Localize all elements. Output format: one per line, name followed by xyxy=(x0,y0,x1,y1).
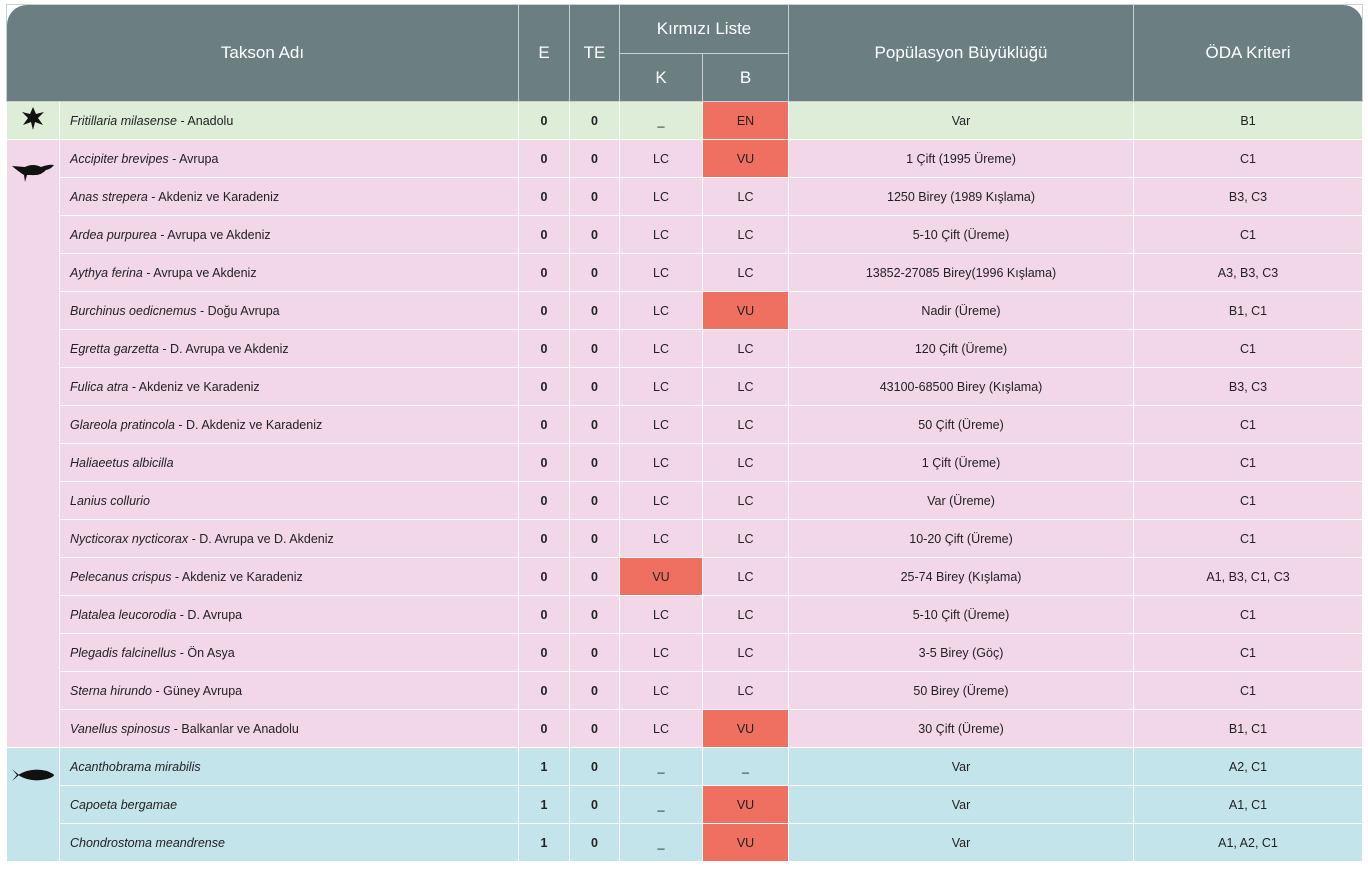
red-list-k-cell: LC xyxy=(620,672,703,710)
red-list-b-cell: LC xyxy=(703,482,789,520)
e-cell: 0 xyxy=(519,254,570,292)
red-list-b-cell: VU xyxy=(703,140,789,178)
table-row xyxy=(7,520,1363,558)
red-list-k-cell: LC xyxy=(620,254,703,292)
oda-criteria-cell: C1 xyxy=(1134,406,1363,444)
taxon-name-cell xyxy=(60,824,519,862)
population-cell: 120 Çift (Üreme) xyxy=(789,330,1134,368)
oda-criteria-cell: C1 xyxy=(1134,634,1363,672)
te-cell: 0 xyxy=(570,748,620,786)
fish-group-cell xyxy=(7,748,60,862)
distribution: - Akdeniz ve Karadeniz xyxy=(147,189,280,204)
table-header xyxy=(7,5,1363,102)
taxon-name-cell xyxy=(60,558,519,596)
scientific-name: Accipiter brevipes xyxy=(70,151,169,166)
red-list-k-cell: _ xyxy=(620,102,703,140)
scientific-name: Lanius collurio xyxy=(70,493,150,508)
scientific-name: Aythya ferina xyxy=(70,265,143,280)
oda-criteria-cell: B3, C3 xyxy=(1134,368,1363,406)
table-row xyxy=(7,368,1363,406)
population-cell: Var xyxy=(789,102,1134,140)
te-cell: 0 xyxy=(570,482,620,520)
table-row xyxy=(7,786,1363,824)
te-cell: 0 xyxy=(570,216,620,254)
e-cell: 1 xyxy=(519,786,570,824)
oda-criteria-cell: A3, B3, C3 xyxy=(1134,254,1363,292)
red-list-b-cell: LC xyxy=(703,558,789,596)
scientific-name: Platalea leucorodia xyxy=(70,607,177,622)
te-cell: 0 xyxy=(570,558,620,596)
distribution: - Anadolu xyxy=(176,113,234,128)
e-cell: 0 xyxy=(519,596,570,634)
red-list-b-cell: VU xyxy=(703,786,789,824)
table-row xyxy=(7,254,1363,292)
table-row xyxy=(7,596,1363,634)
table-row xyxy=(7,634,1363,672)
distribution: - D. Avrupa xyxy=(176,607,243,622)
taxon-name-cell xyxy=(60,102,519,140)
table-row xyxy=(7,330,1363,368)
header-oda-kriteri: ÖDA Kriteri xyxy=(1134,5,1363,102)
red-list-k-cell: LC xyxy=(620,330,703,368)
red-list-b-cell: LC xyxy=(703,596,789,634)
header-e: E xyxy=(519,5,570,102)
population-cell: 50 Çift (Üreme) xyxy=(789,406,1134,444)
population-cell: 1 Çift (1995 Üreme) xyxy=(789,140,1134,178)
oda-criteria-cell: C1 xyxy=(1134,444,1363,482)
bird-group-cell xyxy=(7,140,60,748)
population-cell: 30 Çift (Üreme) xyxy=(789,710,1134,748)
red-list-k-cell: LC xyxy=(620,178,703,216)
header-te: TE xyxy=(570,5,620,102)
oda-criteria-cell: A1, A2, C1 xyxy=(1134,824,1363,862)
table-row xyxy=(7,482,1363,520)
te-cell: 0 xyxy=(570,406,620,444)
red-list-b-cell: VU xyxy=(703,710,789,748)
distribution: - Balkanlar ve Anadolu xyxy=(170,721,299,736)
taxon-name-cell xyxy=(60,140,519,178)
red-list-b-cell: VU xyxy=(703,292,789,330)
red-list-k-cell: LC xyxy=(620,710,703,748)
taxon-name-cell xyxy=(60,444,519,482)
e-cell: 0 xyxy=(519,292,570,330)
population-cell: 5-10 Çift (Üreme) xyxy=(789,596,1134,634)
oda-criteria-cell: C1 xyxy=(1134,140,1363,178)
taxon-name-cell xyxy=(60,178,519,216)
e-cell: 0 xyxy=(519,634,570,672)
table-row xyxy=(7,292,1363,330)
population-cell: Var (Üreme) xyxy=(789,482,1134,520)
e-cell: 0 xyxy=(519,444,570,482)
oda-criteria-cell: C1 xyxy=(1134,216,1363,254)
te-cell: 0 xyxy=(570,254,620,292)
distribution: - Güney Avrupa xyxy=(152,683,243,698)
e-cell: 0 xyxy=(519,406,570,444)
table-row xyxy=(7,216,1363,254)
table-row xyxy=(7,672,1363,710)
distribution: - D. Akdeniz ve Karadeniz xyxy=(174,417,323,432)
red-list-b-cell: LC xyxy=(703,368,789,406)
e-cell: 0 xyxy=(519,520,570,558)
red-list-k-cell: LC xyxy=(620,140,703,178)
oda-criteria-cell: A1, C1 xyxy=(1134,786,1363,824)
header-takson: Takson Adı xyxy=(7,5,519,102)
red-list-k-cell: LC xyxy=(620,482,703,520)
te-cell: 0 xyxy=(570,672,620,710)
te-cell: 0 xyxy=(570,140,620,178)
scientific-name: Fritillaria milasense xyxy=(70,113,177,128)
taxon-name-cell xyxy=(60,330,519,368)
population-cell: 5-10 Çift (Üreme) xyxy=(789,216,1134,254)
red-list-b-cell: LC xyxy=(703,444,789,482)
distribution: - Doğu Avrupa xyxy=(196,303,280,318)
red-list-k-cell: _ xyxy=(620,786,703,824)
scientific-name: Haliaeetus albicilla xyxy=(70,455,174,470)
table-body xyxy=(7,102,1363,862)
te-cell: 0 xyxy=(570,444,620,482)
population-cell: 50 Birey (Üreme) xyxy=(789,672,1134,710)
table-row xyxy=(7,140,1363,178)
distribution: - Avrupa ve Akdeniz xyxy=(156,227,271,242)
te-cell: 0 xyxy=(570,596,620,634)
population-cell: Var xyxy=(789,786,1134,824)
red-list-b-cell: _ xyxy=(703,748,789,786)
oda-criteria-cell: C1 xyxy=(1134,330,1363,368)
red-list-k-cell: LC xyxy=(620,444,703,482)
e-cell: 1 xyxy=(519,824,570,862)
e-cell: 0 xyxy=(519,558,570,596)
distribution: - Akdeniz ve Karadeniz xyxy=(128,379,260,394)
population-cell: 1250 Birey (1989 Kışlama) xyxy=(789,178,1134,216)
distribution: - D. Avrupa ve D. Akdeniz xyxy=(188,531,334,546)
red-list-k-cell: VU xyxy=(620,558,703,596)
taxon-name-cell xyxy=(60,216,519,254)
oda-criteria-cell: C1 xyxy=(1134,672,1363,710)
e-cell: 0 xyxy=(519,710,570,748)
taxon-name-cell xyxy=(60,368,519,406)
te-cell: 0 xyxy=(570,102,620,140)
table-row xyxy=(7,558,1363,596)
red-list-k-cell: LC xyxy=(620,216,703,254)
oda-criteria-cell: B1 xyxy=(1134,102,1363,140)
table-row xyxy=(7,710,1363,748)
population-cell: 13852-27085 Birey(1996 Kışlama) xyxy=(789,254,1134,292)
taxon-name-cell xyxy=(60,292,519,330)
scientific-name: Plegadis falcinellus xyxy=(70,645,177,660)
oda-criteria-cell: A1, B3, C1, C3 xyxy=(1134,558,1363,596)
table-row xyxy=(7,444,1363,482)
scientific-name: Ardea purpurea xyxy=(70,227,157,242)
taxon-name-cell xyxy=(60,596,519,634)
e-cell: 0 xyxy=(519,672,570,710)
scientific-name: Chondrostoma meandrense xyxy=(70,835,225,850)
red-list-b-cell: LC xyxy=(703,330,789,368)
species-table-container xyxy=(6,4,1362,862)
red-list-k-cell: LC xyxy=(620,520,703,558)
te-cell: 0 xyxy=(570,178,620,216)
taxon-name-cell xyxy=(60,254,519,292)
te-cell: 0 xyxy=(570,824,620,862)
taxon-name-cell xyxy=(60,710,519,748)
scientific-name: Fulica atra xyxy=(70,379,129,394)
te-cell: 0 xyxy=(570,368,620,406)
red-list-b-cell: LC xyxy=(703,254,789,292)
e-cell: 1 xyxy=(519,748,570,786)
taxon-name-cell xyxy=(60,482,519,520)
scientific-name: Vanellus spinosus xyxy=(70,721,171,736)
table-row xyxy=(7,748,1363,786)
scientific-name: Pelecanus crispus xyxy=(70,569,172,584)
population-cell: 1 Çift (Üreme) xyxy=(789,444,1134,482)
red-list-k-cell: LC xyxy=(620,368,703,406)
red-list-b-cell: LC xyxy=(703,216,789,254)
te-cell: 0 xyxy=(570,710,620,748)
red-list-b-cell: EN xyxy=(703,102,789,140)
table-row xyxy=(7,178,1363,216)
scientific-name: Nycticorax nycticorax xyxy=(70,531,189,546)
oda-criteria-cell: C1 xyxy=(1134,482,1363,520)
red-list-k-cell: LC xyxy=(620,292,703,330)
red-list-k-cell: _ xyxy=(620,824,703,862)
plant-group-cell xyxy=(7,102,60,140)
scientific-name: Egretta garzetta xyxy=(70,341,159,356)
distribution: - Akdeniz ve Karadeniz xyxy=(171,569,303,584)
e-cell: 0 xyxy=(519,102,570,140)
fish-icon xyxy=(7,766,59,784)
red-list-b-cell: LC xyxy=(703,634,789,672)
header-populasyon: Popülasyon Büyüklüğü xyxy=(789,5,1134,102)
table-row xyxy=(7,406,1363,444)
distribution: - D. Avrupa ve Akdeniz xyxy=(158,341,289,356)
taxon-name-cell xyxy=(60,748,519,786)
te-cell: 0 xyxy=(570,292,620,330)
table-row xyxy=(7,824,1363,862)
e-cell: 0 xyxy=(519,368,570,406)
scientific-name: Burchinus oedicnemus xyxy=(70,303,197,318)
taxon-name-cell xyxy=(60,634,519,672)
bird-icon xyxy=(7,160,59,186)
population-cell: Nadir (Üreme) xyxy=(789,292,1134,330)
taxon-name-cell xyxy=(60,672,519,710)
header-b: B xyxy=(703,54,789,102)
oda-criteria-cell: B1, C1 xyxy=(1134,292,1363,330)
red-list-k-cell: _ xyxy=(620,748,703,786)
red-list-k-cell: LC xyxy=(620,634,703,672)
te-cell: 0 xyxy=(570,520,620,558)
species-table xyxy=(6,4,1363,862)
header-kirmizi-liste: Kırmızı Liste xyxy=(620,5,789,54)
e-cell: 0 xyxy=(519,216,570,254)
oda-criteria-cell: C1 xyxy=(1134,596,1363,634)
e-cell: 0 xyxy=(519,140,570,178)
taxon-name-cell xyxy=(60,406,519,444)
distribution: - Ön Asya xyxy=(176,645,235,660)
red-list-k-cell: LC xyxy=(620,406,703,444)
population-cell: 10-20 Çift (Üreme) xyxy=(789,520,1134,558)
scientific-name: Anas strepera xyxy=(70,189,148,204)
taxon-name-cell xyxy=(60,786,519,824)
population-cell: 3-5 Birey (Göç) xyxy=(789,634,1134,672)
e-cell: 0 xyxy=(519,330,570,368)
red-list-b-cell: LC xyxy=(703,178,789,216)
scientific-name: Sterna hirundo xyxy=(70,683,153,698)
te-cell: 0 xyxy=(570,330,620,368)
population-cell: Var xyxy=(789,824,1134,862)
scientific-name: Glareola pratincola xyxy=(70,417,175,432)
e-cell: 0 xyxy=(519,482,570,520)
oda-criteria-cell: A2, C1 xyxy=(1134,748,1363,786)
oda-criteria-cell: C1 xyxy=(1134,520,1363,558)
distribution: - Avrupa xyxy=(168,151,219,166)
scientific-name: Acanthobrama mirabilis xyxy=(70,759,201,774)
flower-icon xyxy=(7,106,59,132)
taxon-name-cell xyxy=(60,520,519,558)
oda-criteria-cell: B1, C1 xyxy=(1134,710,1363,748)
te-cell: 0 xyxy=(570,786,620,824)
e-cell: 0 xyxy=(519,178,570,216)
table-row xyxy=(7,102,1363,140)
scientific-name: Capoeta bergamae xyxy=(70,797,178,812)
population-cell: 43100-68500 Birey (Kışlama) xyxy=(789,368,1134,406)
red-list-b-cell: LC xyxy=(703,520,789,558)
oda-criteria-cell: B3, C3 xyxy=(1134,178,1363,216)
population-cell: Var xyxy=(789,748,1134,786)
te-cell: 0 xyxy=(570,634,620,672)
distribution: - Avrupa ve Akdeniz xyxy=(142,265,257,280)
red-list-b-cell: LC xyxy=(703,672,789,710)
red-list-b-cell: VU xyxy=(703,824,789,862)
red-list-k-cell: LC xyxy=(620,596,703,634)
header-k: K xyxy=(620,54,703,102)
red-list-b-cell: LC xyxy=(703,406,789,444)
population-cell: 25-74 Birey (Kışlama) xyxy=(789,558,1134,596)
